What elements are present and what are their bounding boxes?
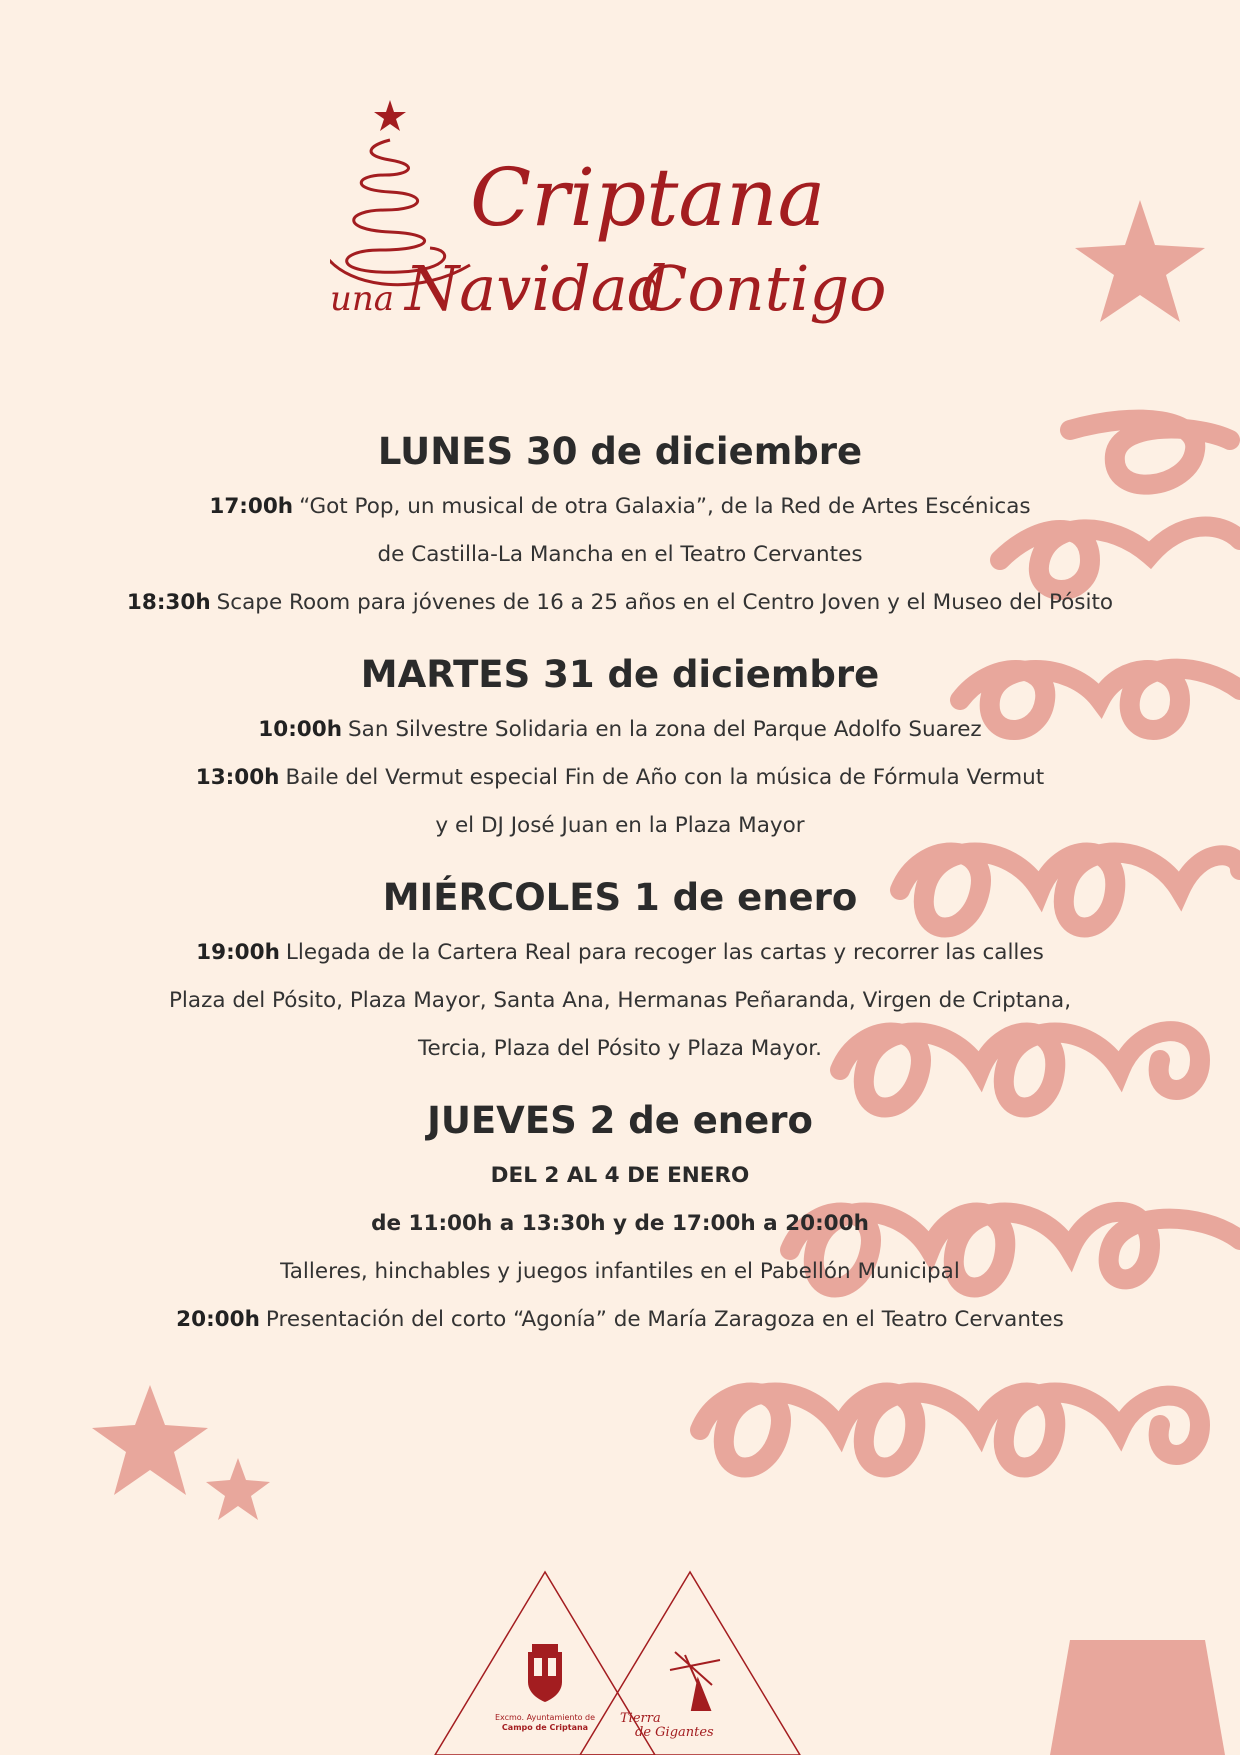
event-line <box>60 483 1180 531</box>
event-line <box>60 531 1180 579</box>
tierra-label: Tierra <box>620 1711 661 1726</box>
event-text: San Silvestre Solidaria en la zona del Parque Adolfo Suarez <box>348 717 982 742</box>
star-icon <box>206 1458 270 1520</box>
logo-word-navidad: Navidad <box>405 252 668 325</box>
event-time: 18:30h <box>126 590 211 615</box>
day-title: MARTES 31 de diciembre <box>360 653 880 696</box>
day-title: MIÉRCOLES 1 de enero <box>382 876 858 919</box>
event-time: 10:00h <box>258 717 343 742</box>
coat-of-arms-icon <box>528 1644 562 1702</box>
event-line <box>60 929 1180 977</box>
star-icon <box>1075 200 1205 322</box>
event-line <box>60 1025 1180 1073</box>
event-text: Plaza del Pósito, Plaza Mayor, Santa Ana, Hermanas Peñaranda, Virgen de Criptana, <box>168 988 1072 1013</box>
event-text: “Got Pop, un musical de otra Galaxia”, de la Red de Artes Escénicas <box>299 494 1031 519</box>
event-line <box>60 1248 1180 1296</box>
date-range-subhead: DEL 2 AL 4 DE ENERO <box>490 1163 750 1188</box>
hours-subhead: de 11:00h a 13:30h y de 17:00h a 20:00h <box>371 1211 869 1236</box>
event-text: de Castilla-La Mancha en el Teatro Cervantes <box>377 542 863 567</box>
event-line <box>60 579 1180 627</box>
event-line <box>60 754 1180 802</box>
event-text: Llegada de la Cartera Real para recoger las cartas y recorrer las calles <box>285 940 1044 965</box>
day-title: LUNES 30 de diciembre <box>377 430 863 473</box>
star-icon <box>374 100 406 131</box>
day-section <box>60 430 1180 627</box>
event-time: 20:00h <box>176 1307 260 1332</box>
event-text: y el DJ José Juan en la Plaza Mayor <box>435 813 805 838</box>
event-line <box>60 706 1180 754</box>
event-time: 17:00h <box>209 494 294 519</box>
ayuntamiento-name: Campo de Criptana <box>501 1723 589 1732</box>
event-text: Scape Room para jóvenes de 16 a 25 años en el Centro Joven y el Museo del Pósito <box>216 590 1114 615</box>
event-logo <box>330 100 920 370</box>
star-icon <box>92 1385 208 1495</box>
event-text: Talleres, hinchables y juegos infantiles en el Pabellón Municipal <box>280 1259 960 1284</box>
tree-trunk-decoration <box>1050 1640 1225 1755</box>
day-title: JUEVES 2 de enero <box>427 1099 813 1142</box>
ayuntamiento-label: Excmo. Ayuntamiento de <box>494 1713 596 1722</box>
logo-line1: Criptana <box>470 151 826 244</box>
event-text: Tercia, Plaza del Pósito y Plaza Mayor. <box>417 1036 823 1061</box>
logo-prefix: una <box>330 279 395 319</box>
event-time: 13:00h <box>195 765 280 790</box>
day-section <box>60 876 1180 1073</box>
event-text: Baile del Vermut especial Fin de Año con la música de Fórmula Vermut <box>285 765 1045 790</box>
logo-word-contigo: Contigo <box>640 252 887 325</box>
event-time: 19:00h <box>196 940 280 965</box>
gigantes-label: de Gigantes <box>635 1725 714 1740</box>
windmill-icon <box>670 1652 720 1710</box>
event-line <box>60 802 1180 850</box>
event-line <box>60 977 1180 1025</box>
programme <box>60 430 1180 1370</box>
day-section <box>60 1099 1180 1344</box>
footer-logos <box>420 1560 820 1755</box>
event-line <box>60 1296 1180 1344</box>
event-text: Presentación del corto “Agonía” de María Zaragoza en el Teatro Cervantes <box>265 1307 1064 1332</box>
day-section <box>60 653 1180 850</box>
